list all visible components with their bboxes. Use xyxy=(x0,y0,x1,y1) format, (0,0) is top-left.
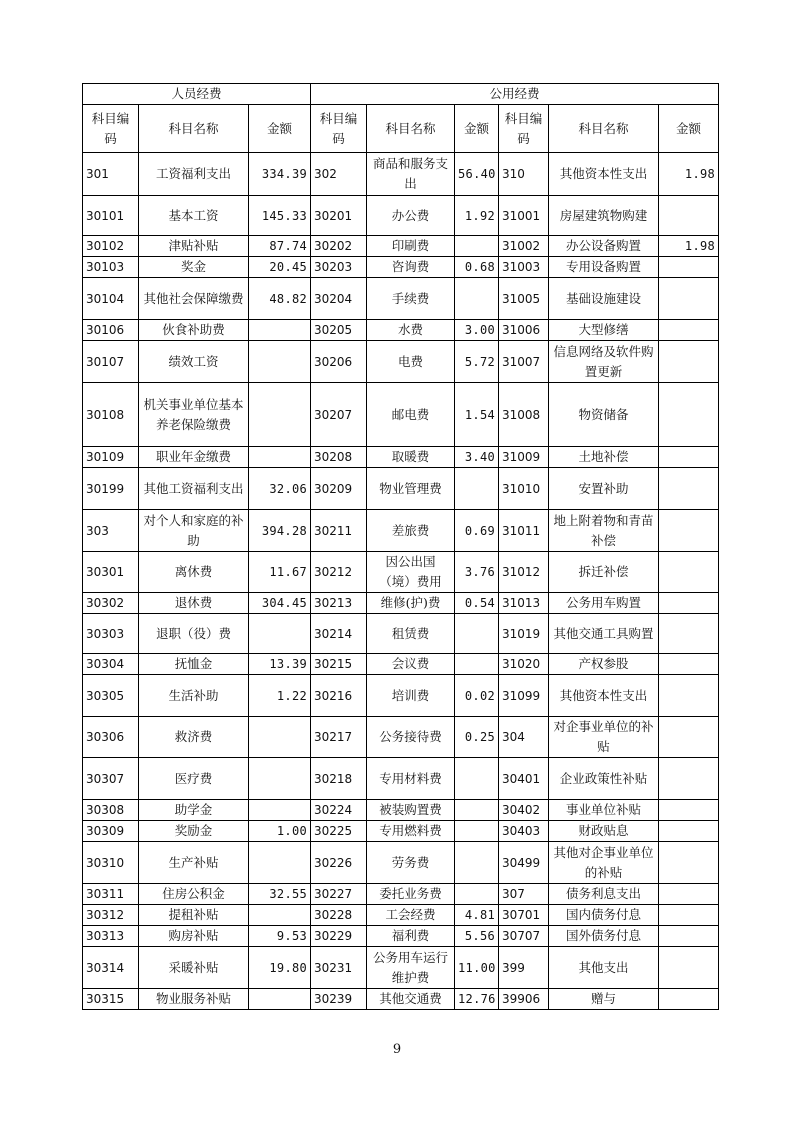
code-cell: 302 xyxy=(311,153,367,196)
amount-cell: 3.00 xyxy=(455,320,499,341)
section-header-row xyxy=(83,84,719,105)
name-cell: 购房补贴 xyxy=(139,926,249,947)
name-cell: 奖金 xyxy=(139,257,249,278)
amount-cell xyxy=(659,758,719,800)
table-row xyxy=(83,884,719,905)
code-cell: 30309 xyxy=(83,821,139,842)
code-cell: 30212 xyxy=(311,552,367,593)
amount-cell xyxy=(659,947,719,989)
code-cell: 31020 xyxy=(499,654,549,675)
table-row xyxy=(83,383,719,447)
table-row xyxy=(83,468,719,510)
amount-cell xyxy=(455,654,499,675)
name-cell: 采暖补贴 xyxy=(139,947,249,989)
amount-cell: 0.02 xyxy=(455,675,499,717)
code-cell: 39906 xyxy=(499,989,549,1010)
section-public: 公用经费 xyxy=(311,84,719,105)
amount-cell: 19.80 xyxy=(249,947,311,989)
code-cell: 30218 xyxy=(311,758,367,800)
table-row xyxy=(83,341,719,383)
name-cell: 医疗费 xyxy=(139,758,249,800)
name-cell: 企业政策性补贴 xyxy=(549,758,659,800)
amount-cell xyxy=(659,278,719,320)
table-row xyxy=(83,800,719,821)
name-cell: 邮电费 xyxy=(367,383,455,447)
amount-cell: 87.74 xyxy=(249,236,311,257)
amount-cell xyxy=(249,320,311,341)
name-cell: 劳务费 xyxy=(367,842,455,884)
table-row xyxy=(83,947,719,989)
code-cell: 30499 xyxy=(499,842,549,884)
name-cell: 基本工资 xyxy=(139,196,249,236)
code-cell: 30311 xyxy=(83,884,139,905)
name-cell: 商品和服务支出 xyxy=(367,153,455,196)
section-personnel: 人员经费 xyxy=(83,84,311,105)
amount-cell: 11.00 xyxy=(455,947,499,989)
name-cell: 其他对企事业单位的补贴 xyxy=(549,842,659,884)
code-cell: 30107 xyxy=(83,341,139,383)
table-row xyxy=(83,278,719,320)
code-cell: 30305 xyxy=(83,675,139,717)
name-cell: 提租补贴 xyxy=(139,905,249,926)
name-cell: 手续费 xyxy=(367,278,455,320)
name-cell: 委托业务费 xyxy=(367,884,455,905)
amount-cell xyxy=(659,926,719,947)
name-cell: 取暖费 xyxy=(367,447,455,468)
code-cell: 30315 xyxy=(83,989,139,1010)
amount-cell xyxy=(659,447,719,468)
amount-cell: 5.72 xyxy=(455,341,499,383)
amount-cell: 304.45 xyxy=(249,593,311,614)
code-cell: 31099 xyxy=(499,675,549,717)
code-cell: 30308 xyxy=(83,800,139,821)
name-cell: 公务接待费 xyxy=(367,717,455,758)
amount-cell xyxy=(659,257,719,278)
table-row xyxy=(83,989,719,1010)
name-cell: 其他资本性支出 xyxy=(549,153,659,196)
amount-cell: 12.76 xyxy=(455,989,499,1010)
amount-cell: 1.54 xyxy=(455,383,499,447)
table-row xyxy=(83,905,719,926)
code-cell: 30201 xyxy=(311,196,367,236)
table-row xyxy=(83,614,719,654)
name-cell: 住房公积金 xyxy=(139,884,249,905)
amount-cell: 0.25 xyxy=(455,717,499,758)
name-cell: 事业单位补贴 xyxy=(549,800,659,821)
amount-cell: 32.55 xyxy=(249,884,311,905)
name-cell: 因公出国（境）费用 xyxy=(367,552,455,593)
code-cell: 30314 xyxy=(83,947,139,989)
amount-cell: 13.39 xyxy=(249,654,311,675)
name-cell: 专用设备购置 xyxy=(549,257,659,278)
name-cell: 产权参股 xyxy=(549,654,659,675)
code-cell: 30707 xyxy=(499,926,549,947)
name-cell: 大型修缮 xyxy=(549,320,659,341)
name-cell: 其他支出 xyxy=(549,947,659,989)
page-number: 9 xyxy=(392,1042,402,1057)
code-cell: 31001 xyxy=(499,196,549,236)
code-cell: 30402 xyxy=(499,800,549,821)
code-cell: 30307 xyxy=(83,758,139,800)
table-row xyxy=(83,196,719,236)
amount-cell xyxy=(249,447,311,468)
code-cell: 30701 xyxy=(499,905,549,926)
code-cell: 30231 xyxy=(311,947,367,989)
name-cell: 电费 xyxy=(367,341,455,383)
name-cell: 培训费 xyxy=(367,675,455,717)
amount-cell xyxy=(659,905,719,926)
code-cell: 30228 xyxy=(311,905,367,926)
amount-cell: 32.06 xyxy=(249,468,311,510)
code-cell: 31010 xyxy=(499,468,549,510)
code-cell: 30108 xyxy=(83,383,139,447)
name-cell: 地上附着物和青苗补偿 xyxy=(549,510,659,552)
name-cell: 抚恤金 xyxy=(139,654,249,675)
table-row xyxy=(83,593,719,614)
name-cell: 土地补偿 xyxy=(549,447,659,468)
name-cell: 物业服务补贴 xyxy=(139,989,249,1010)
table-row xyxy=(83,758,719,800)
header-code: 科目编码 xyxy=(83,105,139,153)
amount-cell: 3.40 xyxy=(455,447,499,468)
code-cell: 31011 xyxy=(499,510,549,552)
name-cell: 其他资本性支出 xyxy=(549,675,659,717)
name-cell: 救济费 xyxy=(139,717,249,758)
name-cell: 基础设施建设 xyxy=(549,278,659,320)
code-cell: 31002 xyxy=(499,236,549,257)
amount-cell xyxy=(659,320,719,341)
name-cell: 退职（役）费 xyxy=(139,614,249,654)
code-cell: 31009 xyxy=(499,447,549,468)
amount-cell xyxy=(249,383,311,447)
name-cell: 生产补贴 xyxy=(139,842,249,884)
code-cell: 31007 xyxy=(499,341,549,383)
amount-cell: 11.67 xyxy=(249,552,311,593)
name-cell: 差旅费 xyxy=(367,510,455,552)
amount-cell xyxy=(659,800,719,821)
header-name: 科目名称 xyxy=(367,105,455,153)
code-cell: 30211 xyxy=(311,510,367,552)
amount-cell xyxy=(659,552,719,593)
amount-cell: 0.54 xyxy=(455,593,499,614)
name-cell: 房屋建筑物购建 xyxy=(549,196,659,236)
code-cell: 30104 xyxy=(83,278,139,320)
amount-cell xyxy=(455,800,499,821)
amount-cell xyxy=(249,614,311,654)
code-cell: 30216 xyxy=(311,675,367,717)
table-row xyxy=(83,257,719,278)
name-cell: 财政贴息 xyxy=(549,821,659,842)
header-code: 科目编码 xyxy=(499,105,549,153)
header-amount: 金额 xyxy=(659,105,719,153)
code-cell: 30310 xyxy=(83,842,139,884)
table-row xyxy=(83,447,719,468)
header-amount: 金额 xyxy=(249,105,311,153)
code-cell: 30217 xyxy=(311,717,367,758)
expense-table xyxy=(82,83,719,1010)
name-cell: 信息网络及软件购置更新 xyxy=(549,341,659,383)
name-cell: 退休费 xyxy=(139,593,249,614)
code-cell: 30229 xyxy=(311,926,367,947)
name-cell: 国外债务付息 xyxy=(549,926,659,947)
code-cell: 30403 xyxy=(499,821,549,842)
amount-cell: 1.98 xyxy=(659,236,719,257)
name-cell: 工会经费 xyxy=(367,905,455,926)
code-cell: 30103 xyxy=(83,257,139,278)
name-cell: 助学金 xyxy=(139,800,249,821)
amount-cell xyxy=(249,842,311,884)
amount-cell xyxy=(249,800,311,821)
name-cell: 福利费 xyxy=(367,926,455,947)
code-cell: 30227 xyxy=(311,884,367,905)
code-cell: 30303 xyxy=(83,614,139,654)
code-cell: 30213 xyxy=(311,593,367,614)
code-cell: 304 xyxy=(499,717,549,758)
table-row xyxy=(83,153,719,196)
amount-cell xyxy=(659,510,719,552)
code-cell: 30101 xyxy=(83,196,139,236)
name-cell: 专用材料费 xyxy=(367,758,455,800)
code-cell: 31012 xyxy=(499,552,549,593)
amount-cell xyxy=(455,614,499,654)
name-cell: 其他交通费 xyxy=(367,989,455,1010)
code-cell: 30207 xyxy=(311,383,367,447)
code-cell: 399 xyxy=(499,947,549,989)
name-cell: 生活补助 xyxy=(139,675,249,717)
table-row xyxy=(83,842,719,884)
table-row xyxy=(83,821,719,842)
name-cell: 公务用车购置 xyxy=(549,593,659,614)
amount-cell: 20.45 xyxy=(249,257,311,278)
table-row xyxy=(83,510,719,552)
header-amount: 金额 xyxy=(455,105,499,153)
amount-cell: 56.40 xyxy=(455,153,499,196)
amount-cell xyxy=(455,468,499,510)
amount-cell xyxy=(659,383,719,447)
name-cell: 其他社会保障缴费 xyxy=(139,278,249,320)
amount-cell: 9.53 xyxy=(249,926,311,947)
code-cell: 30206 xyxy=(311,341,367,383)
name-cell: 其他工资福利支出 xyxy=(139,468,249,510)
name-cell: 机关事业单位基本养老保险缴费 xyxy=(139,383,249,447)
code-cell: 30225 xyxy=(311,821,367,842)
name-cell: 对个人和家庭的补助 xyxy=(139,510,249,552)
amount-cell xyxy=(659,614,719,654)
table-row xyxy=(83,717,719,758)
amount-cell xyxy=(249,905,311,926)
code-cell: 307 xyxy=(499,884,549,905)
amount-cell xyxy=(455,758,499,800)
name-cell: 津贴补贴 xyxy=(139,236,249,257)
amount-cell xyxy=(455,884,499,905)
code-cell: 30313 xyxy=(83,926,139,947)
code-cell: 30205 xyxy=(311,320,367,341)
amount-cell: 1.00 xyxy=(249,821,311,842)
code-cell: 31008 xyxy=(499,383,549,447)
code-cell: 303 xyxy=(83,510,139,552)
amount-cell xyxy=(455,236,499,257)
amount-cell xyxy=(455,821,499,842)
table-row xyxy=(83,926,719,947)
code-cell: 30401 xyxy=(499,758,549,800)
amount-cell xyxy=(249,989,311,1010)
amount-cell xyxy=(455,278,499,320)
code-cell: 30306 xyxy=(83,717,139,758)
code-cell: 30302 xyxy=(83,593,139,614)
name-cell: 咨询费 xyxy=(367,257,455,278)
amount-cell xyxy=(659,842,719,884)
code-cell: 30224 xyxy=(311,800,367,821)
code-cell: 30312 xyxy=(83,905,139,926)
name-cell: 租赁费 xyxy=(367,614,455,654)
amount-cell: 5.56 xyxy=(455,926,499,947)
code-cell: 31005 xyxy=(499,278,549,320)
name-cell: 物资储备 xyxy=(549,383,659,447)
code-cell: 30102 xyxy=(83,236,139,257)
amount-cell: 145.33 xyxy=(249,196,311,236)
code-cell: 30203 xyxy=(311,257,367,278)
table-row xyxy=(83,320,719,341)
amount-cell: 4.81 xyxy=(455,905,499,926)
amount-cell xyxy=(659,196,719,236)
amount-cell: 0.68 xyxy=(455,257,499,278)
amount-cell xyxy=(659,675,719,717)
code-cell: 30304 xyxy=(83,654,139,675)
amount-cell xyxy=(659,989,719,1010)
amount-cell xyxy=(659,341,719,383)
amount-cell xyxy=(659,654,719,675)
table-row xyxy=(83,675,719,717)
amount-cell xyxy=(249,341,311,383)
amount-cell: 3.76 xyxy=(455,552,499,593)
name-cell: 印刷费 xyxy=(367,236,455,257)
code-cell: 310 xyxy=(499,153,549,196)
code-cell: 30209 xyxy=(311,468,367,510)
table-row xyxy=(83,552,719,593)
name-cell: 国内债务付息 xyxy=(549,905,659,926)
header-code: 科目编码 xyxy=(311,105,367,153)
amount-cell xyxy=(249,717,311,758)
code-cell: 30106 xyxy=(83,320,139,341)
name-cell: 离休费 xyxy=(139,552,249,593)
code-cell: 30199 xyxy=(83,468,139,510)
code-cell: 30204 xyxy=(311,278,367,320)
name-cell: 水费 xyxy=(367,320,455,341)
code-cell: 31019 xyxy=(499,614,549,654)
amount-cell xyxy=(455,842,499,884)
code-cell: 30239 xyxy=(311,989,367,1010)
name-cell: 办公设备购置 xyxy=(549,236,659,257)
amount-cell xyxy=(249,758,311,800)
name-cell: 物业管理费 xyxy=(367,468,455,510)
amount-cell xyxy=(659,593,719,614)
amount-cell: 0.69 xyxy=(455,510,499,552)
code-cell: 30214 xyxy=(311,614,367,654)
name-cell: 公务用车运行维护费 xyxy=(367,947,455,989)
code-cell: 31006 xyxy=(499,320,549,341)
name-cell: 绩效工资 xyxy=(139,341,249,383)
code-cell: 31003 xyxy=(499,257,549,278)
amount-cell xyxy=(659,884,719,905)
code-cell: 30226 xyxy=(311,842,367,884)
name-cell: 职业年金缴费 xyxy=(139,447,249,468)
code-cell: 30301 xyxy=(83,552,139,593)
amount-cell: 1.22 xyxy=(249,675,311,717)
name-cell: 办公费 xyxy=(367,196,455,236)
table-row xyxy=(83,654,719,675)
amount-cell: 1.92 xyxy=(455,196,499,236)
name-cell: 安置补助 xyxy=(549,468,659,510)
name-cell: 工资福利支出 xyxy=(139,153,249,196)
code-cell: 301 xyxy=(83,153,139,196)
code-cell: 30215 xyxy=(311,654,367,675)
amount-cell xyxy=(659,821,719,842)
header-name: 科目名称 xyxy=(139,105,249,153)
name-cell: 维修(护)费 xyxy=(367,593,455,614)
name-cell: 会议费 xyxy=(367,654,455,675)
code-cell: 31013 xyxy=(499,593,549,614)
name-cell: 其他交通工具购置 xyxy=(549,614,659,654)
amount-cell: 1.98 xyxy=(659,153,719,196)
code-cell: 30208 xyxy=(311,447,367,468)
name-cell: 债务利息支出 xyxy=(549,884,659,905)
amount-cell xyxy=(659,717,719,758)
amount-cell: 48.82 xyxy=(249,278,311,320)
code-cell: 30202 xyxy=(311,236,367,257)
code-cell: 30109 xyxy=(83,447,139,468)
amount-cell: 394.28 xyxy=(249,510,311,552)
name-cell: 被装购置费 xyxy=(367,800,455,821)
name-cell: 赠与 xyxy=(549,989,659,1010)
name-cell: 奖励金 xyxy=(139,821,249,842)
name-cell: 对企事业单位的补贴 xyxy=(549,717,659,758)
amount-cell xyxy=(659,468,719,510)
name-cell: 伙食补助费 xyxy=(139,320,249,341)
column-header-row xyxy=(83,105,719,153)
amount-cell: 334.39 xyxy=(249,153,311,196)
header-name: 科目名称 xyxy=(549,105,659,153)
table-row xyxy=(83,236,719,257)
name-cell: 拆迁补偿 xyxy=(549,552,659,593)
name-cell: 专用燃料费 xyxy=(367,821,455,842)
